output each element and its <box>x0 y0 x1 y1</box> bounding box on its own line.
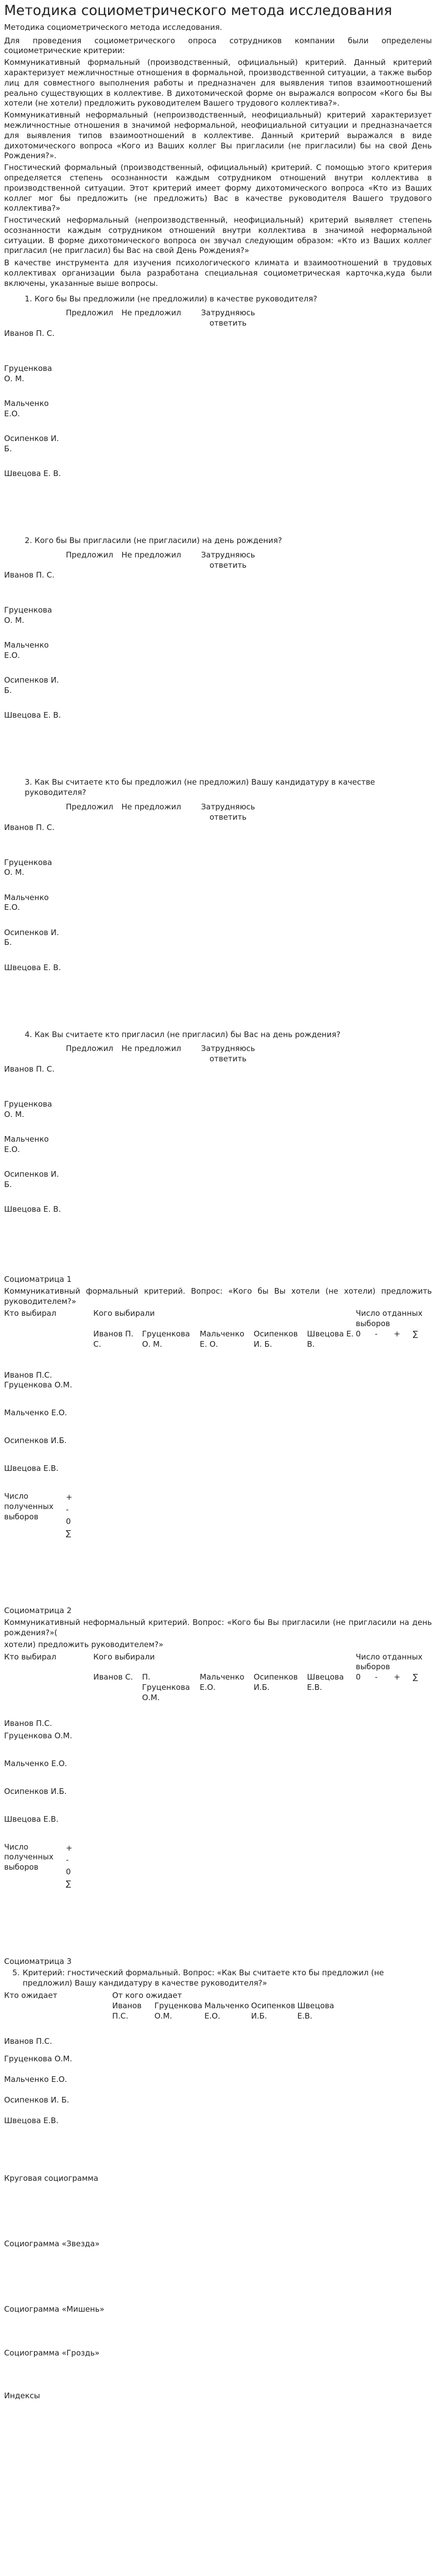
count-col: ∑ <box>412 1672 418 1682</box>
question-number: 1. <box>25 294 32 303</box>
col-proposed: Предложил <box>66 802 114 812</box>
person-name: Мальченко Е.О. <box>4 892 49 912</box>
col-undecided: Затрудняюсь ответить <box>201 1044 255 1064</box>
row-person: Швецова Е.В. <box>4 1814 59 1824</box>
person-name: Осипенков И. Б. <box>4 434 59 453</box>
col-undecided: Затрудняюсь ответить <box>201 550 255 570</box>
row-person: Швецова Е.В. <box>4 1464 59 1473</box>
sociomatrix-question-row <box>4 1968 432 1989</box>
sociomatrix-question: Коммуникативный формальный критерий. Вопрос: «Кого бы Вы хотели (не хотели) предложить руководителем?» <box>4 1286 432 1306</box>
sociomatrix-title: Социоматрица 1 <box>4 1275 72 1284</box>
question-list <box>4 1030 432 1040</box>
col-undecided: Затрудняюсь ответить <box>201 802 255 822</box>
sociogram-caption: Круговая социограмма <box>4 2174 98 2183</box>
sociomatrix-question: Коммуникативный неформальный критерий. Вопрос: «Кого бы Вы пригласили (не пригласили на день рождения?»( <box>4 1618 432 1637</box>
count-col: 0 <box>356 1672 361 1682</box>
question-number: 5. <box>12 1968 20 1978</box>
count-header: Число отданных выборов <box>356 1652 423 1672</box>
question-number: 4. <box>25 1029 32 1039</box>
row-person: Швецова Е.В. <box>4 2116 59 2126</box>
sociomatrix-table <box>4 1652 432 1920</box>
received-label: Число полученных выборов <box>4 1492 54 1521</box>
person-name: Груценкова О. М. <box>4 1099 53 1119</box>
question-table <box>4 308 260 504</box>
person-name: Иванов П. С. <box>4 570 55 580</box>
count-col: + <box>394 1329 400 1339</box>
sociogram-caption: Социограмма «Звезда» <box>4 2239 100 2249</box>
sign-sum: ∑ <box>66 1879 72 1889</box>
row-person: Осипенков И.Б. <box>4 1436 67 1446</box>
indices-heading: Индексы <box>4 2391 40 2400</box>
column-person: Швецова Е.В. <box>307 1672 344 1692</box>
question-item <box>25 777 432 798</box>
column-person: Иванов С. <box>93 1672 133 1682</box>
row-person: Груценкова О.М. <box>4 2054 73 2064</box>
intro-paragraph: Гностический формальный (производственный, официальный) критерий. С помощью этого критерия определяется степень осознанности каждым сотрудником отношений внутри коллектива в производственной ситуации. Этот критерий имеет форму дихотомического вопроса «Кто из Ваших коллег мог бы предложить (не предложить) Вас в качестве руководителя Вашего трудового коллектива?» <box>4 163 432 213</box>
row-person: Мальченко Е.О. <box>4 2075 67 2084</box>
question-list <box>4 294 432 304</box>
column-person: П. Груценкова О.М. <box>142 1672 190 1702</box>
person-name: Осипенков И. Б. <box>4 1170 59 1189</box>
row-person: Мальченко Е.О. <box>4 1758 67 1768</box>
person-name: Груценкова О. М. <box>4 364 53 383</box>
row-person: Иванов П.С. <box>4 1718 53 1728</box>
person-name: Швецова Е. В. <box>4 1205 61 1214</box>
person-name: Швецова Е. В. <box>4 962 61 972</box>
method-subtitle: Методика социометрического метода исследования. <box>4 22 222 32</box>
col-not-proposed: Не предложил <box>121 550 181 560</box>
sign-minus: - <box>66 1504 69 1514</box>
person-name: Мальченко Е.О. <box>4 1134 49 1154</box>
column-person: Осипенков И.Б. <box>251 2001 295 2021</box>
who-expects-header: Кто ожидает <box>4 1990 58 2000</box>
column-person: Мальченко Е.О. <box>204 2001 249 2021</box>
received-total <box>4 1842 93 1920</box>
question-table <box>4 550 260 746</box>
question-table <box>4 802 260 998</box>
person-name: Швецова Е. В. <box>4 710 61 720</box>
person-name: Осипенков И. Б. <box>4 927 59 947</box>
sign-zero: 0 <box>66 1516 71 1526</box>
received-total <box>4 1492 93 1569</box>
col-undecided: Затрудняюсь ответить <box>201 308 255 328</box>
question-item <box>25 1030 432 1040</box>
intro-paragraph: Коммуникативный формальный (производственный, официальный) критерий. Данный критерий характеризует межличностные отношения в формальной, производственной ситуации, а также выбор лиц для совместного выполнения работы и предназначен для выявления типов взаимоотношений реально существующих в коллективе. В дихотомической форме он выражался вопросом «Кого бы Вы хотели (не хотели) предложить руководителем Вашего трудового коллектива?». <box>4 58 432 108</box>
question-text: Кого бы Вы пригласили (не пригласили) на день рождения? <box>34 536 282 546</box>
sociomatrix-question: Критерий: гностический формальный. Вопрос: «Как Вы считаете кто бы предложил (не предложил) Вашу кандидатуру в качестве руководителя?» <box>23 1968 384 1988</box>
intro-paragraph: Коммуникативный неформальный (непроизводственный, неофициальный) критерий характеризует межличностные отношения в значимой неформальной, неофициальной ситуации и предназначается для выявления типов взаимоотношений в коллективе. Данный критерий выражался в виде дихотомического вопроса «Кого из Ваших коллег Вы пригласили (не пригласили) бы на свой День Рождения?». <box>4 110 432 161</box>
sign-plus: + <box>66 1493 73 1502</box>
intro-paragraph: Гностический неформальный (непроизводственный, неофициальный) критерий выявляет степень осознанности каждым сотрудником отношений внутри коллектива в значимой неформальной ситуации. В форме дихотомического вопроса он звучал следующим образом: «Кто из Ваших коллег пригласил (не пригласил) бы Вас на свой День Рождения?» <box>4 215 432 256</box>
count-col: - <box>375 1672 378 1682</box>
question-text: Кого бы Вы предложили (не предложили) в качестве руководителя? <box>34 294 318 303</box>
count-col: 0 <box>356 1329 361 1339</box>
question-item <box>25 294 432 304</box>
who-chosen-header: Кого выбирали <box>93 1309 155 1318</box>
row-person: Иванов П.С. <box>4 2037 53 2046</box>
sign-plus: + <box>66 1843 73 1853</box>
person-name: Груценкова О. М. <box>4 605 53 625</box>
column-person: Иванов П. С. <box>93 1329 134 1349</box>
who-chosen-header: Кого выбирали <box>93 1652 155 1662</box>
intro-paragraph: Для проведения социометрического опроса сотрудников компании были определены социометрические критерии: <box>4 36 432 56</box>
received-label: Число полученных выборов <box>4 1842 54 1872</box>
col-not-proposed: Не предложил <box>121 308 181 318</box>
person-name: Мальченко Е.О. <box>4 399 49 418</box>
question-text: Как Вы считаете кто бы предложил (не предложил) Вашу кандидатуру в качестве руководителя? <box>25 777 375 798</box>
row-person: Груценкова О.М. <box>4 1380 73 1390</box>
col-proposed: Предложил <box>66 1044 114 1054</box>
row-person: Осипенков И.Б. <box>4 1786 67 1796</box>
question-number: 3. <box>25 777 32 787</box>
person-name: Швецова Е. В. <box>4 469 61 479</box>
col-proposed: Предложил <box>66 308 114 318</box>
column-person: Груценкова О.М. <box>154 2001 203 2021</box>
column-person: Осипенков И. Б. <box>253 1329 298 1349</box>
who-chose-header: Кто выбирал <box>4 1652 57 1662</box>
column-person: Мальченко Е. О. <box>200 1329 245 1349</box>
count-col: + <box>394 1672 400 1682</box>
col-not-proposed: Не предложил <box>121 802 181 812</box>
column-person: Мальченко Е.О. <box>200 1672 245 1692</box>
sociogram-caption: Социограмма «Мишень» <box>4 2304 104 2314</box>
question-text: Как Вы считаете кто пригласил (не пригласил) бы Вас на день рождения? <box>34 1029 341 1039</box>
sign-minus: - <box>66 1855 69 1865</box>
col-not-proposed: Не предложил <box>121 1044 181 1054</box>
sociomatrix-question: хотели) предложить руководителем?» <box>4 1639 164 1649</box>
column-person: Осипенков И.Б. <box>253 1672 298 1692</box>
row-person: Мальченко Е.О. <box>4 1408 67 1418</box>
received-signs <box>66 1492 73 1539</box>
sociogram-caption: Социограмма «Гроздь» <box>4 2348 100 2358</box>
person-name: Осипенков И. Б. <box>4 675 59 696</box>
count-col: ∑ <box>412 1329 418 1339</box>
col-proposed: Предложил <box>66 550 114 560</box>
person-name: Иванов П. С. <box>4 822 55 832</box>
column-person: Иванов П.С. <box>112 2001 142 2021</box>
person-name: Иванов П. С. <box>4 329 55 338</box>
who-chose-header: Кто выбирал <box>4 1309 57 1318</box>
column-person: Швецова Е. В. <box>307 1329 354 1349</box>
count-col: - <box>375 1329 378 1339</box>
question-item <box>25 536 432 546</box>
sociomatrix-title: Социоматрица 2 <box>4 1606 72 1616</box>
row-person: Груценкова О.М. <box>4 1731 73 1740</box>
person-name: Мальченко Е.О. <box>4 640 49 660</box>
question-number: 2. <box>25 536 32 546</box>
sociomatrix-table <box>4 1309 432 1569</box>
question-list <box>4 777 432 798</box>
intro-paragraph: В качестве инструмента для изучения психологического климата и взаимоотношений в трудовых коллективах организации была разработана специальная социометрическая карточка,куда были включены, указанные выше вопросы. <box>4 258 432 288</box>
intro-section <box>4 36 432 289</box>
question-table <box>4 1044 260 1240</box>
question-list <box>4 536 432 546</box>
from-whom-header: От кого ожидает <box>112 1990 182 2000</box>
column-person: Швецова Е.В. <box>297 2001 335 2021</box>
sociomatrix-table <box>4 1991 432 2137</box>
person-name: Иванов П. С. <box>4 1064 55 1074</box>
received-signs <box>66 1842 73 1890</box>
count-header: Число отданных выборов <box>356 1309 423 1329</box>
sign-sum: ∑ <box>66 1529 72 1538</box>
sign-zero: 0 <box>66 1867 71 1877</box>
column-person: Груценкова О. М. <box>142 1329 190 1349</box>
sociomatrix-title: Социоматрица 3 <box>4 1956 72 1966</box>
row-person: Осипенков И. Б. <box>4 2095 69 2105</box>
person-name: Груценкова О. М. <box>4 857 53 877</box>
row-person: Иванов П.С. <box>4 1370 53 1380</box>
page-title: Методика социометрического метода исследования <box>4 3 392 19</box>
